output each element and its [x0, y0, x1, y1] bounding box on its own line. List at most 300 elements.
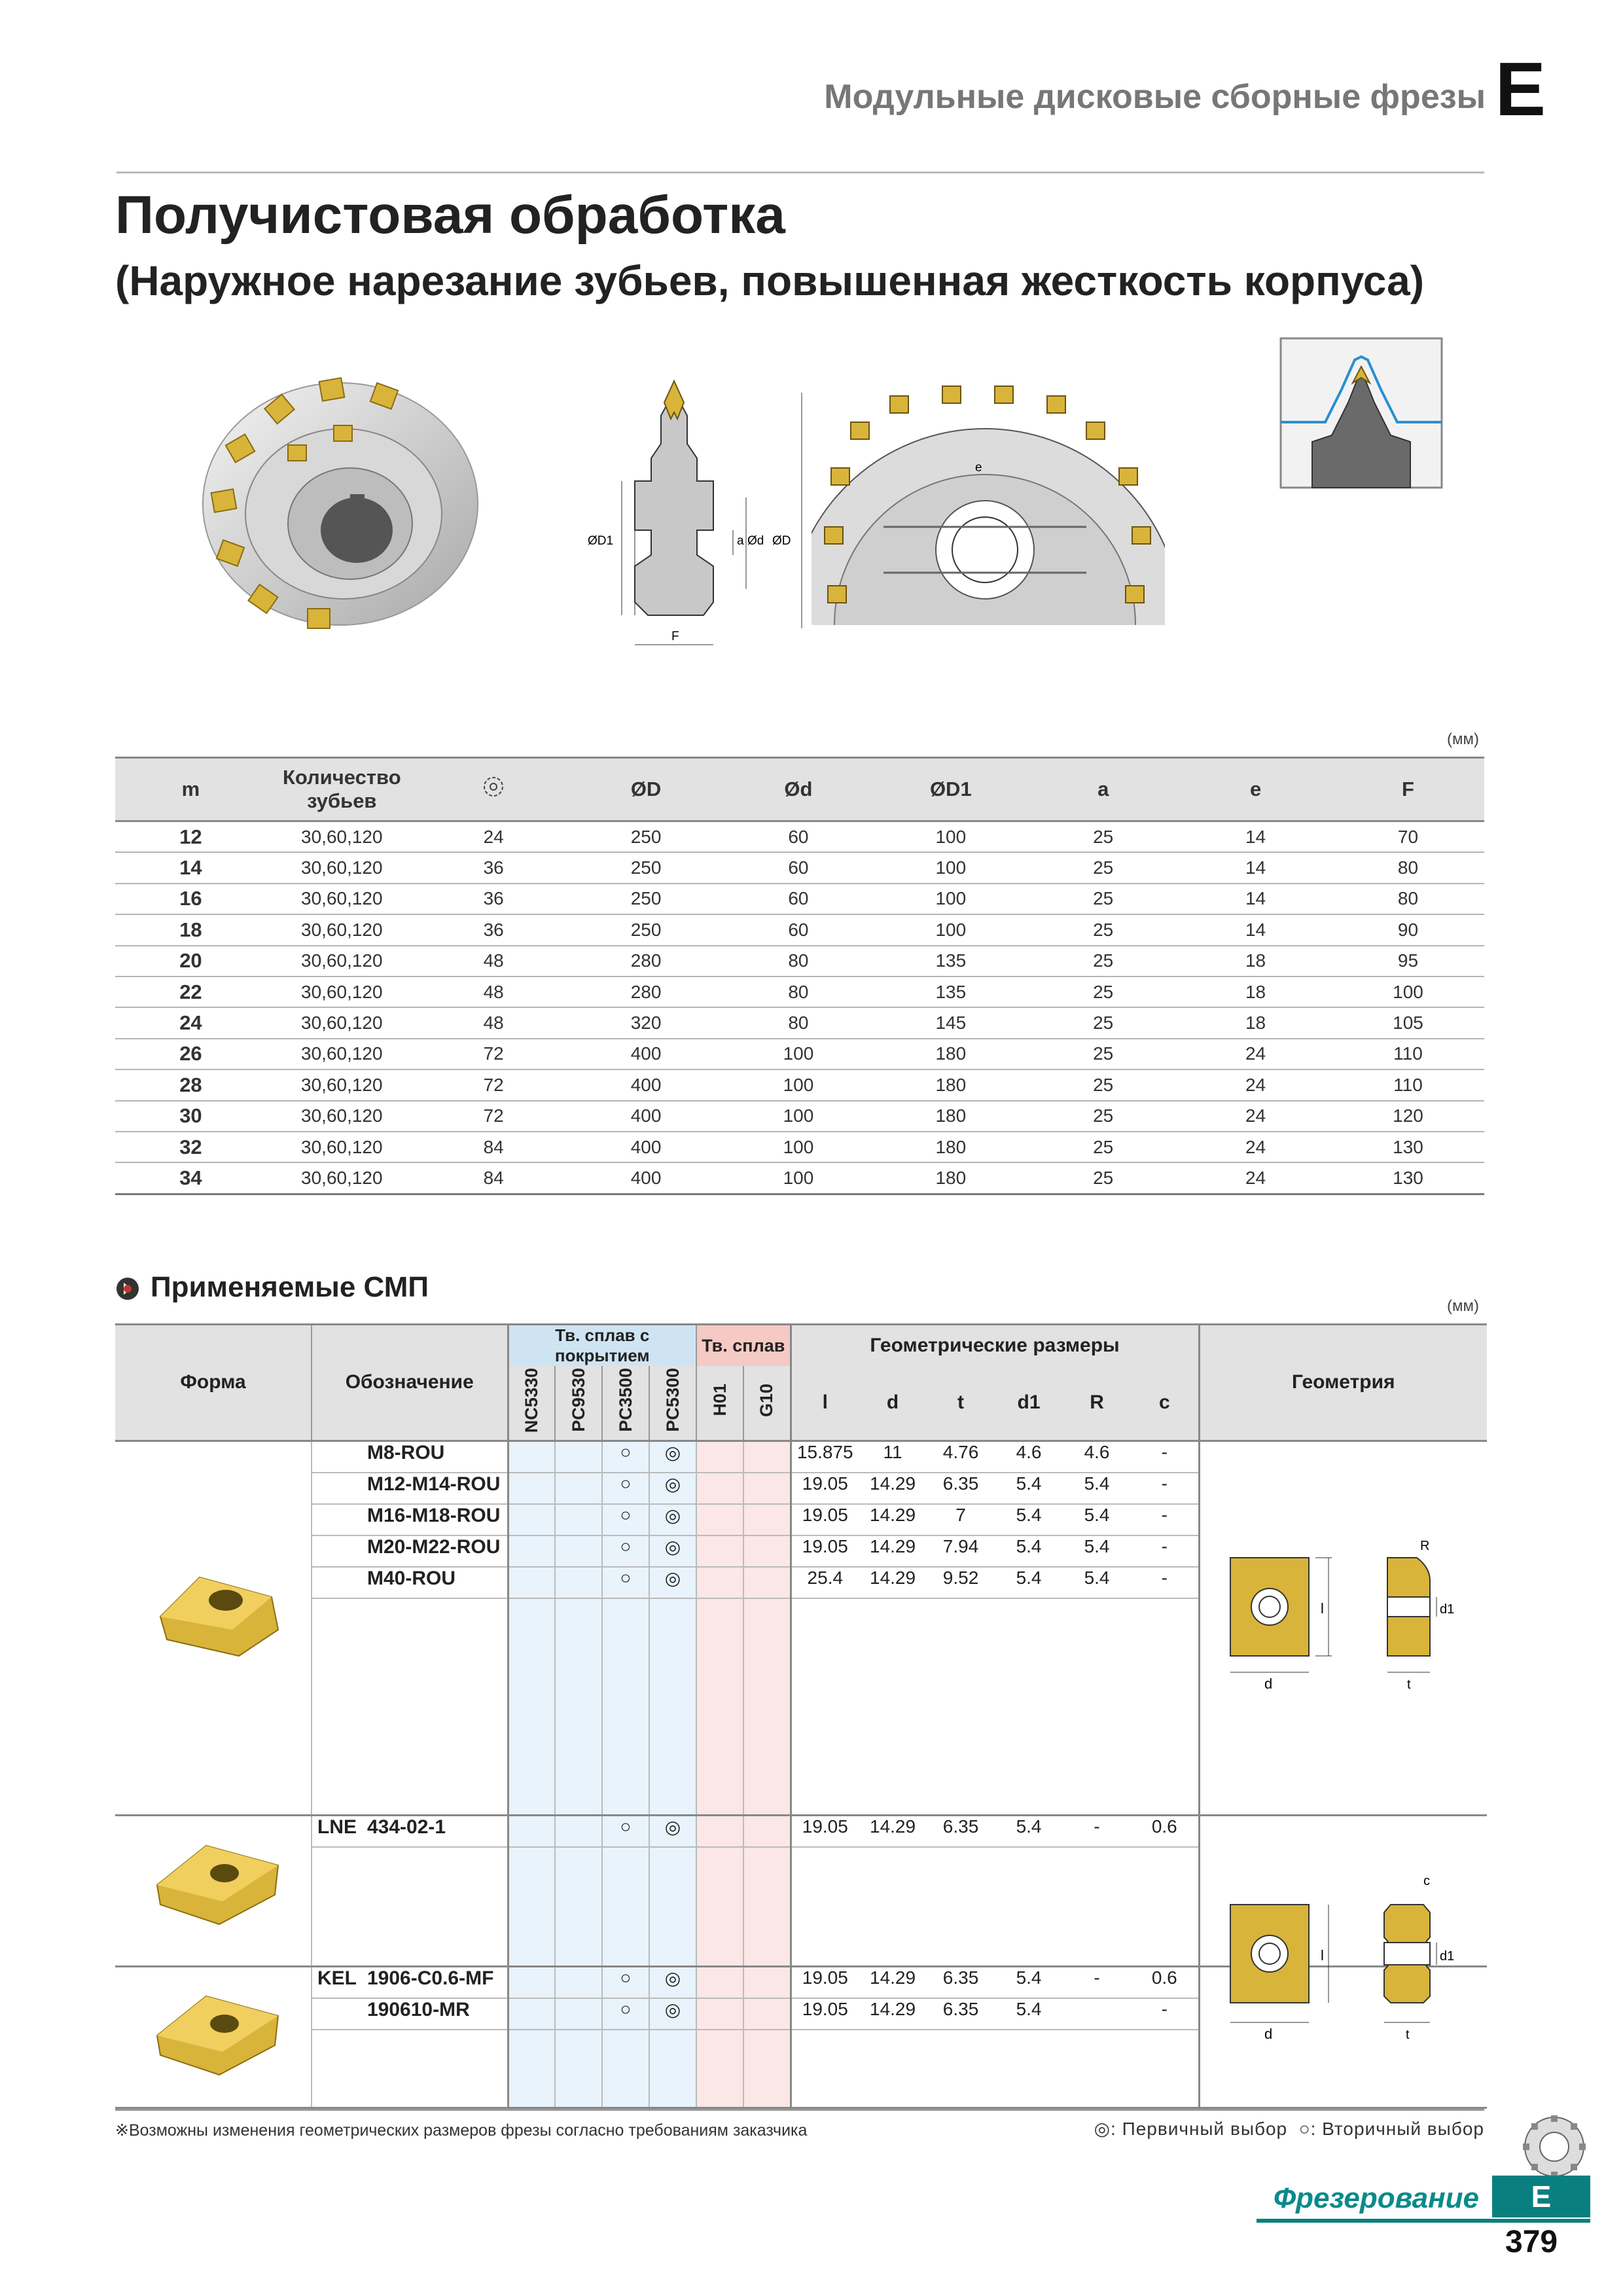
grade-cell: [743, 1966, 791, 1998]
designation-code: M20-M22-ROU: [367, 1535, 501, 1558]
cell-d: 60: [722, 884, 875, 914]
cell-e: 24: [1179, 1069, 1332, 1100]
cell-teeth: 30,60,120: [266, 1039, 418, 1069]
grade-cell: [555, 2030, 602, 2108]
table2-units: (мм): [1447, 1297, 1479, 1315]
dimension-cell: 14.29: [859, 1816, 927, 1848]
col-designation: Обозначение: [312, 1325, 508, 1441]
footer-divider: [115, 2109, 1484, 2111]
cell-D1: 100: [874, 852, 1027, 883]
cell-teeth: 30,60,120: [266, 1069, 418, 1100]
legend-secondary: ○: Вторичный выбор: [1298, 2119, 1484, 2139]
col-dim-d: d: [859, 1366, 927, 1441]
designation-cell: [312, 1966, 508, 1998]
col-dim-c: c: [1131, 1366, 1199, 1441]
dimension-cell: [995, 1598, 1063, 1816]
grade-label: G10: [757, 1383, 777, 1417]
cell-m: 14: [115, 852, 266, 883]
designation-cell: [312, 1473, 508, 1504]
geom2-label-d1: d1: [1440, 1949, 1455, 1964]
table-header-row: [115, 758, 1484, 821]
cell-teeth: 30,60,120: [266, 821, 418, 853]
table-row: [115, 914, 1484, 945]
header-divider: [116, 171, 1484, 173]
dimension-cell: 5.4: [1063, 1535, 1131, 1567]
cell-m: 24: [115, 1007, 266, 1038]
dimension-cell: 5.4: [1063, 1567, 1131, 1598]
cell-D: 400: [570, 1162, 722, 1194]
col-geometry-dimensions: Геометрические размеры: [791, 1325, 1199, 1367]
grade-cell: [508, 1816, 555, 1848]
cell-m: 28: [115, 1069, 266, 1100]
dimension-cell: -: [1131, 1567, 1199, 1598]
cell-F: 110: [1332, 1069, 1484, 1100]
dimension-cell: -: [1063, 1966, 1131, 1998]
col-e: e: [1179, 758, 1332, 821]
grade-cell: ○: [602, 1441, 649, 1473]
cell-D: 250: [570, 914, 722, 945]
grade-cell: ◎: [649, 1966, 696, 1998]
cell-a: 25: [1027, 914, 1179, 945]
dimension-cell: 14.29: [859, 1504, 927, 1535]
page-number: 379: [1505, 2225, 1558, 2259]
cutter-thumbnail-icon: [1518, 2114, 1590, 2179]
page-title: Получистовая обработка: [115, 185, 785, 245]
grade-cell: ◎: [649, 1535, 696, 1567]
cell-D: 400: [570, 1069, 722, 1100]
grade-cell: [649, 1598, 696, 1816]
cell-a: 25: [1027, 1069, 1179, 1100]
dimension-cell: [1063, 1598, 1131, 1816]
dimension-cell: 19.05: [791, 1816, 859, 1848]
geometry-drawing-rou: [1217, 1532, 1479, 1708]
cell-teeth: 30,60,120: [266, 1007, 418, 1038]
cell-F: 130: [1332, 1132, 1484, 1162]
dimension-cell: 7.94: [927, 1535, 995, 1567]
geom1-label-R: R: [1420, 1539, 1430, 1553]
cell-F: 100: [1332, 977, 1484, 1007]
dimension-cell: [1063, 1998, 1131, 2030]
cell-m: 18: [115, 914, 266, 945]
cell-D1: 180: [874, 1101, 1027, 1132]
dimension-cell: 14.29: [859, 1567, 927, 1598]
col-grade-pc3500: [602, 1366, 649, 1441]
cell-inserts: 84: [418, 1132, 570, 1162]
grade-cell: ◎: [649, 1998, 696, 2030]
dimension-cell: 4.6: [1063, 1441, 1131, 1473]
cell-d: 80: [722, 946, 875, 977]
grade-cell: ◎: [649, 1816, 696, 1848]
designation-cell: [312, 1816, 508, 1848]
grade-label: PC9530: [568, 1368, 588, 1433]
grade-cell: [696, 1816, 743, 1848]
dimension-cell: 7: [927, 1504, 995, 1535]
col-dim-d1: d1: [995, 1366, 1063, 1441]
cutter-dimensions-table: [115, 757, 1484, 1195]
grade-cell: [602, 2030, 649, 2108]
grade-cell: [649, 1847, 696, 1966]
cell-teeth: 30,60,120: [266, 1132, 418, 1162]
grade-cell: ◎: [649, 1473, 696, 1504]
dimension-cell: 5.4: [1063, 1504, 1131, 1535]
grade-cell: [508, 2030, 555, 2108]
col-dim-R: R: [1063, 1366, 1131, 1441]
dimension-cell: [927, 1847, 995, 1966]
grade-cell: [696, 1998, 743, 2030]
cell-e: 14: [1179, 852, 1332, 883]
cell-e: 14: [1179, 914, 1332, 945]
table-row: [115, 884, 1484, 914]
designation-code: M40-ROU: [367, 1567, 456, 1589]
cell-m: 26: [115, 1039, 266, 1069]
cell-F: 80: [1332, 884, 1484, 914]
cell-D: 250: [570, 884, 722, 914]
grade-cell: ◎: [649, 1441, 696, 1473]
table-row: [115, 1132, 1484, 1162]
col-grade-g10: [743, 1366, 791, 1441]
grade-cell: [602, 1847, 649, 1966]
dimension-cell: 19.05: [791, 1966, 859, 1998]
cell-inserts: 24: [418, 821, 570, 853]
dimension-cell: 5.4: [995, 1535, 1063, 1567]
geom1-label-l: l: [1321, 1600, 1324, 1617]
designation-code: 434-02-1: [367, 1816, 446, 1838]
cell-D: 400: [570, 1039, 722, 1069]
grade-cell: ○: [602, 1535, 649, 1567]
cell-d: 80: [722, 977, 875, 1007]
grade-cell: [696, 1966, 743, 1998]
grade-cell: [743, 1598, 791, 1816]
designation-code: M12-M14-ROU: [367, 1473, 501, 1495]
grade-cell: [696, 1473, 743, 1504]
cell-e: 24: [1179, 1039, 1332, 1069]
cell-a: 25: [1027, 821, 1179, 853]
cell-inserts: 72: [418, 1101, 570, 1132]
table-row: [115, 946, 1484, 977]
table-row: [115, 1007, 1484, 1038]
designation-code: M8-ROU: [367, 1441, 445, 1463]
cell-D: 280: [570, 977, 722, 1007]
grade-cell: [508, 1441, 555, 1473]
label-F: F: [671, 630, 679, 643]
page-subtitle: (Наружное нарезание зубьев, повышенная жесткость корпуса): [115, 257, 1425, 304]
inserts-section-title: Применяемые СМП: [151, 1271, 429, 1303]
geom1-label-t: t: [1407, 1677, 1411, 1692]
dimension-cell: 5.4: [995, 1816, 1063, 1848]
cell-e: 24: [1179, 1101, 1332, 1132]
grade-cell: [508, 1847, 555, 1966]
cell-D1: 135: [874, 946, 1027, 977]
col-shape: Форма: [115, 1325, 312, 1441]
col-grade-h01: [696, 1366, 743, 1441]
cell-D: 320: [570, 1007, 722, 1038]
grade-label: NC5330: [521, 1367, 541, 1433]
grade-cell: [602, 1598, 649, 1816]
designation-cell: [312, 1847, 508, 1966]
cell-F: 90: [1332, 914, 1484, 945]
dimension-cell: [791, 1847, 859, 1966]
grade-cell: [555, 1598, 602, 1816]
cell-F: 80: [1332, 852, 1484, 883]
dimension-cell: [859, 1598, 927, 1816]
grade-cell: [555, 1441, 602, 1473]
cell-m: 22: [115, 977, 266, 1007]
cell-F: 95: [1332, 946, 1484, 977]
table1-units: (мм): [1447, 730, 1479, 748]
dimension-cell: 5.4: [1063, 1473, 1131, 1504]
cell-a: 25: [1027, 946, 1179, 977]
dimension-cell: 4.6: [995, 1441, 1063, 1473]
grade-cell: [508, 1567, 555, 1598]
cell-d: 100: [722, 1162, 875, 1194]
dimension-cell: [1063, 2030, 1131, 2108]
dimension-cell: 11: [859, 1441, 927, 1473]
cell-D1: 180: [874, 1132, 1027, 1162]
insert-photo-kel: [147, 1983, 291, 2081]
category-label: Фрезерование: [1273, 2182, 1479, 2214]
designation-cell: [312, 1567, 508, 1598]
dimension-cell: 6.35: [927, 1473, 995, 1504]
dimension-cell: 5.4: [995, 1998, 1063, 2030]
cell-d: 60: [722, 821, 875, 853]
cell-D1: 180: [874, 1069, 1027, 1100]
cell-d: 60: [722, 852, 875, 883]
grade-cell: [743, 1847, 791, 1966]
label-d: Ød: [747, 534, 764, 548]
cell-teeth: 30,60,120: [266, 852, 418, 883]
cell-m: 16: [115, 884, 266, 914]
grade-cell: ○: [602, 1816, 649, 1848]
dimension-cell: 5.4: [995, 1504, 1063, 1535]
col-D: ØD: [570, 758, 722, 821]
geom2-label-t: t: [1406, 2028, 1410, 2042]
dimension-cell: [791, 1598, 859, 1816]
cell-teeth: 30,60,120: [266, 1101, 418, 1132]
cell-a: 25: [1027, 1162, 1179, 1194]
dimension-cell: [859, 2030, 927, 2108]
cell-D1: 180: [874, 1039, 1027, 1069]
grade-cell: [508, 1535, 555, 1567]
grade-label: PC3500: [615, 1368, 635, 1433]
dimension-cell: 14.29: [859, 1473, 927, 1504]
table-row: [115, 1101, 1484, 1132]
table-row: [115, 821, 1484, 853]
cell-D: 400: [570, 1101, 722, 1132]
cell-d: 80: [722, 1007, 875, 1038]
geom1-label-d1: d1: [1440, 1602, 1455, 1617]
grade-label: PC5300: [662, 1368, 683, 1433]
dimension-cell: -: [1131, 1504, 1199, 1535]
grade-cell: [555, 1473, 602, 1504]
cell-teeth: 30,60,120: [266, 914, 418, 945]
grade-cell: [508, 1598, 555, 1816]
dimension-cell: 14.29: [859, 1998, 927, 2030]
grade-cell: [743, 2030, 791, 2108]
cell-inserts: 48: [418, 946, 570, 977]
cell-m: 12: [115, 821, 266, 853]
grade-cell: ◎: [649, 1504, 696, 1535]
label-e: e: [975, 461, 982, 475]
label-D: ØD: [772, 534, 791, 548]
dimension-cell: 5.4: [995, 1567, 1063, 1598]
cell-F: 120: [1332, 1101, 1484, 1132]
grade-cell: [555, 1998, 602, 2030]
designation-cell: [312, 1998, 508, 2030]
dimension-cell: 6.35: [927, 1966, 995, 1998]
grade-cell: ○: [602, 1998, 649, 2030]
grade-cell: [555, 1816, 602, 1848]
col-teeth: Количество зубьев: [266, 758, 418, 821]
dimension-cell: [995, 2030, 1063, 2108]
dimension-cell: 9.52: [927, 1567, 995, 1598]
dimension-cell: 5.4: [995, 1966, 1063, 1998]
grade-cell: ◎: [649, 1567, 696, 1598]
col-dim-l: l: [791, 1366, 859, 1441]
grade-cell: [696, 1847, 743, 1966]
insert-count-icon: [480, 774, 507, 800]
cell-a: 25: [1027, 852, 1179, 883]
grade-cell: [743, 1998, 791, 2030]
grade-cell: [508, 1473, 555, 1504]
cell-F: 110: [1332, 1039, 1484, 1069]
grade-cell: [649, 2030, 696, 2108]
cell-D1: 100: [874, 884, 1027, 914]
table-row: [115, 1441, 1487, 1473]
cell-e: 24: [1179, 1132, 1332, 1162]
col-grade-pc9530: [555, 1366, 602, 1441]
dimension-cell: -: [1131, 1473, 1199, 1504]
dimension-cell: 0.6: [1131, 1816, 1199, 1848]
dimension-cell: [1131, 1847, 1199, 1966]
cell-a: 25: [1027, 977, 1179, 1007]
dimension-cell: 14.29: [859, 1535, 927, 1567]
dimension-cell: 19.05: [791, 1998, 859, 2030]
dimension-cell: [1063, 1847, 1131, 1966]
geom2-label-d: d: [1264, 2026, 1273, 2042]
geom2-label-c: c: [1423, 1874, 1430, 1888]
designation-prefix: LNE: [317, 1816, 357, 1838]
cell-a: 25: [1027, 1039, 1179, 1069]
category-letter-tab: E: [1492, 2176, 1590, 2217]
col-a: a: [1027, 758, 1179, 821]
cell-D1: 100: [874, 821, 1027, 853]
grade-cell: [743, 1535, 791, 1567]
grade-cell: [555, 1847, 602, 1966]
designation-code: M16-M18-ROU: [367, 1504, 501, 1526]
cell-e: 18: [1179, 977, 1332, 1007]
dimension-cell: 0.6: [1131, 1966, 1199, 1998]
table-row: [115, 977, 1484, 1007]
col-grade-nc5330: [508, 1366, 555, 1441]
cell-inserts: 36: [418, 914, 570, 945]
dimension-cell: [1131, 1598, 1199, 1816]
cell-m: 30: [115, 1101, 266, 1132]
label-D1: ØD1: [588, 534, 614, 548]
dimension-cell: 5.4: [995, 1473, 1063, 1504]
cell-e: 18: [1179, 946, 1332, 977]
dimension-cell: [859, 1847, 927, 1966]
grade-cell: [555, 1966, 602, 1998]
dimension-cell: -: [1131, 1535, 1199, 1567]
col-inserts: [418, 758, 570, 821]
cell-teeth: 30,60,120: [266, 1162, 418, 1194]
cell-D: 280: [570, 946, 722, 977]
cell-inserts: 36: [418, 852, 570, 883]
geom1-label-d: d: [1264, 1676, 1273, 1692]
col-d: Ød: [722, 758, 875, 821]
dimension-cell: [927, 1598, 995, 1816]
grade-cell: [696, 1598, 743, 1816]
cell-a: 25: [1027, 1007, 1179, 1038]
footer-accent-bar: [1257, 2219, 1590, 2223]
section-title: Модульные дисковые сборные фрезы: [824, 78, 1486, 116]
cell-d: 100: [722, 1101, 875, 1132]
cell-a: 25: [1027, 884, 1179, 914]
grade-cell: [743, 1816, 791, 1848]
grade-cell: [696, 1535, 743, 1567]
table-row: [115, 1816, 1487, 1848]
grade-cell: [508, 1998, 555, 2030]
dimension-cell: 19.05: [791, 1504, 859, 1535]
dimension-cell: [927, 2030, 995, 2108]
cell-teeth: 30,60,120: [266, 977, 418, 1007]
col-grade-pc5300: [649, 1366, 696, 1441]
cell-d: 100: [722, 1132, 875, 1162]
legend-primary: ◎: Первичный выбор: [1094, 2119, 1288, 2139]
dimension-cell: 6.35: [927, 1998, 995, 2030]
table-row: [115, 852, 1484, 883]
grade-cell: [743, 1441, 791, 1473]
grade-cell: [555, 1535, 602, 1567]
dimension-cell: 25.4: [791, 1567, 859, 1598]
cell-D: 250: [570, 821, 722, 853]
cell-e: 14: [1179, 821, 1332, 853]
cell-inserts: 72: [418, 1039, 570, 1069]
dimension-cell: 19.05: [791, 1473, 859, 1504]
grade-cell: [696, 2030, 743, 2108]
dimension-cell: 4.76: [927, 1441, 995, 1473]
grade-cell: [743, 1567, 791, 1598]
cutter-cross-section-drawing: [576, 367, 812, 655]
dimension-cell: -: [1131, 1441, 1199, 1473]
grade-label: H01: [709, 1384, 730, 1417]
grade-cell: [555, 1567, 602, 1598]
footnote: ※Возможны изменения геометрических размеров фрезы согласно требованиям заказчика: [115, 2121, 808, 2140]
designation-code: 190610-MR: [367, 1998, 470, 2020]
cell-D1: 145: [874, 1007, 1027, 1038]
cell-a: 25: [1027, 1132, 1179, 1162]
cell-D: 250: [570, 852, 722, 883]
grade-cell: [508, 1966, 555, 1998]
table-row: [115, 1039, 1484, 1069]
col-dim-t: t: [927, 1366, 995, 1441]
dimension-cell: [791, 2030, 859, 2108]
col-coated-carbide: Тв. сплав с покрытием: [508, 1325, 696, 1367]
cell-D: 400: [570, 1132, 722, 1162]
cell-inserts: 84: [418, 1162, 570, 1194]
col-m: m: [115, 758, 266, 821]
designation-cell: [312, 1504, 508, 1535]
dimension-cell: -: [1131, 1998, 1199, 2030]
dimension-cell: [995, 1847, 1063, 1966]
grade-cell: ○: [602, 1567, 649, 1598]
cell-F: 105: [1332, 1007, 1484, 1038]
table-row: [115, 1162, 1484, 1194]
geometry-drawing-lne-kel: [1217, 1865, 1479, 2049]
table-row: [115, 1069, 1484, 1100]
cell-D1: 180: [874, 1162, 1027, 1194]
cell-inserts: 72: [418, 1069, 570, 1100]
